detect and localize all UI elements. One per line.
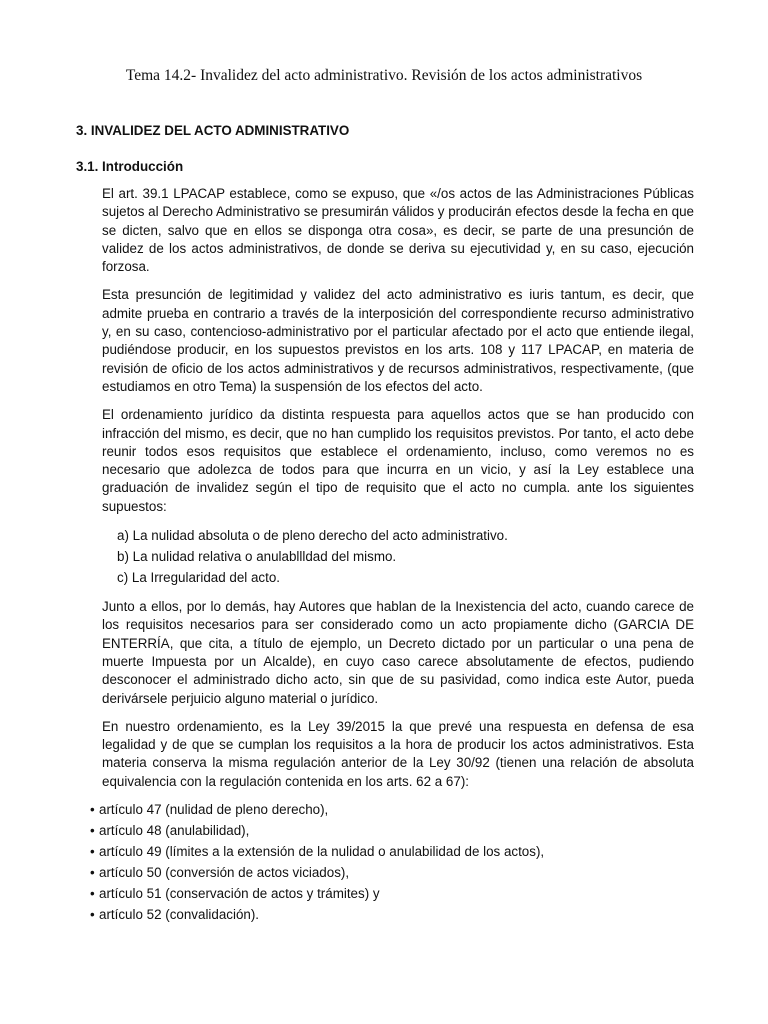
list-item-text: artículo 47 (nulidad de pleno derecho), [99, 802, 329, 818]
list-item [90, 904, 694, 925]
list-item [90, 820, 694, 841]
document-body [76, 122, 694, 925]
bullet-icon: • [90, 907, 95, 923]
list-item [90, 841, 694, 862]
list-item: c) La Irregularidad del acto. [117, 570, 281, 586]
bullet-icon: • [90, 844, 95, 860]
invalidity-types-list [117, 525, 694, 588]
list-item [90, 883, 694, 904]
list-item [90, 862, 694, 883]
paragraph-iuris-tantum: Esta presunción de legitimidad y validez del acto administrativo es iuris tantum, es decir, que admite prueba en contrario a través de la interposición del correspondiente recurso administrativo y, en su caso, contencioso-administrativo por el particular afectado por el acto que entiende ilegal, pudiéndose producir, en los supuestos previstos en los arts. 108 y 117 LPACAP, en materia de revisión de oficio de los actos administrativos y de recursos administrativos, respectivamente, (que estudiamos en otro Tema) la suspensión de los efectos del acto. [102, 287, 694, 394]
list-item [90, 799, 694, 820]
list-item: a) La nulidad absoluta o de pleno derecho del acto administrativo. [117, 528, 508, 544]
paragraph-graduacion-invalidez: El ordenamiento jurídico da distinta respuesta para aquellos actos que se han producido con infracción del mismo, es decir, que no han cumplido los requisitos previstos. Por tanto, el acto debe reunir todos esos requisitos que establece el ordenamiento, incluso, como veremos no es necesario que adolezca de todos para que incurra en un vicio, y así la Ley establece una graduación de invalidez según el tipo de requisito que el acto no cumpla. ante los siguientes supuestos: [102, 407, 694, 514]
list-item-text: artículo 49 (límites a la extensión de la nulidad o anulabilidad de los actos), [99, 844, 545, 860]
bullet-icon: • [90, 865, 95, 881]
document-header-title: Tema 14.2- Invalidez del acto administrativo. Revisión de los actos administrativos [125, 67, 643, 84]
bullet-icon: • [90, 886, 95, 902]
paragraph-ley-39-2015: En nuestro ordenamiento, es la Ley 39/2015 la que prevé una respuesta en defensa de esa legalidad y de que se cumplan los requisitos a la hora de producir los actos administrativos. Esta materia conserva la misma regulación anterior de la Ley 30/92 (tienen una relación de absoluta equivalencia con la regulación contenida en los arts. 62 a 67): [102, 718, 694, 789]
articles-list [90, 799, 694, 925]
paragraph-presuncion-validez: El art. 39.1 LPACAP establece, como se expuso, que «/os actos de las Administraciones Públicas sujetos al Derecho Administrativo se presumirán válidos y producirán efectos desde la fecha en que se dicten, salvo que en ellos se disponga otra cosa», es decir, se parte de una presunción de validez de los actos administrativos, de donde se deriva su ejecutividad y, en su caso, ejecución forzosa. [102, 186, 694, 275]
list-item-text: artículo 52 (convalidación). [99, 907, 260, 923]
list-item-text: artículo 48 (anulabilidad), [99, 823, 250, 839]
list-item-text: artículo 50 (conversión de actos viciados), [99, 865, 350, 881]
bullet-icon: • [90, 823, 95, 839]
section-heading: 3. INVALIDEZ DEL ACTO ADMINISTRATIVO [76, 123, 350, 138]
list-item: b) La nulidad relativa o anulabllldad del mismo. [117, 549, 397, 565]
bullet-icon: • [90, 802, 95, 818]
list-item-text: artículo 51 (conservación de actos y trámites) y [99, 886, 380, 902]
paragraph-inexistencia: Junto a ellos, por lo demás, hay Autores que hablan de la Inexistencia del acto, cuando carece de los requisitos necesarios para ser considerado como un acto propiamente dicho (GARCIA DE ENTERRÍA, que cita, a título de ejemplo, un Decreto dictado por un particular o una pena de muerte Impuesta por un Alcalde), en cuyo caso carece absolutamente de efectos, pudiendo desconocer el administrado dicho acto, sin que de su pasividad, como indica este Autor, pueda derivársele perjuicio alguno material o jurídico. [102, 599, 694, 706]
subsection-heading: 3.1. Introducción [76, 159, 184, 174]
